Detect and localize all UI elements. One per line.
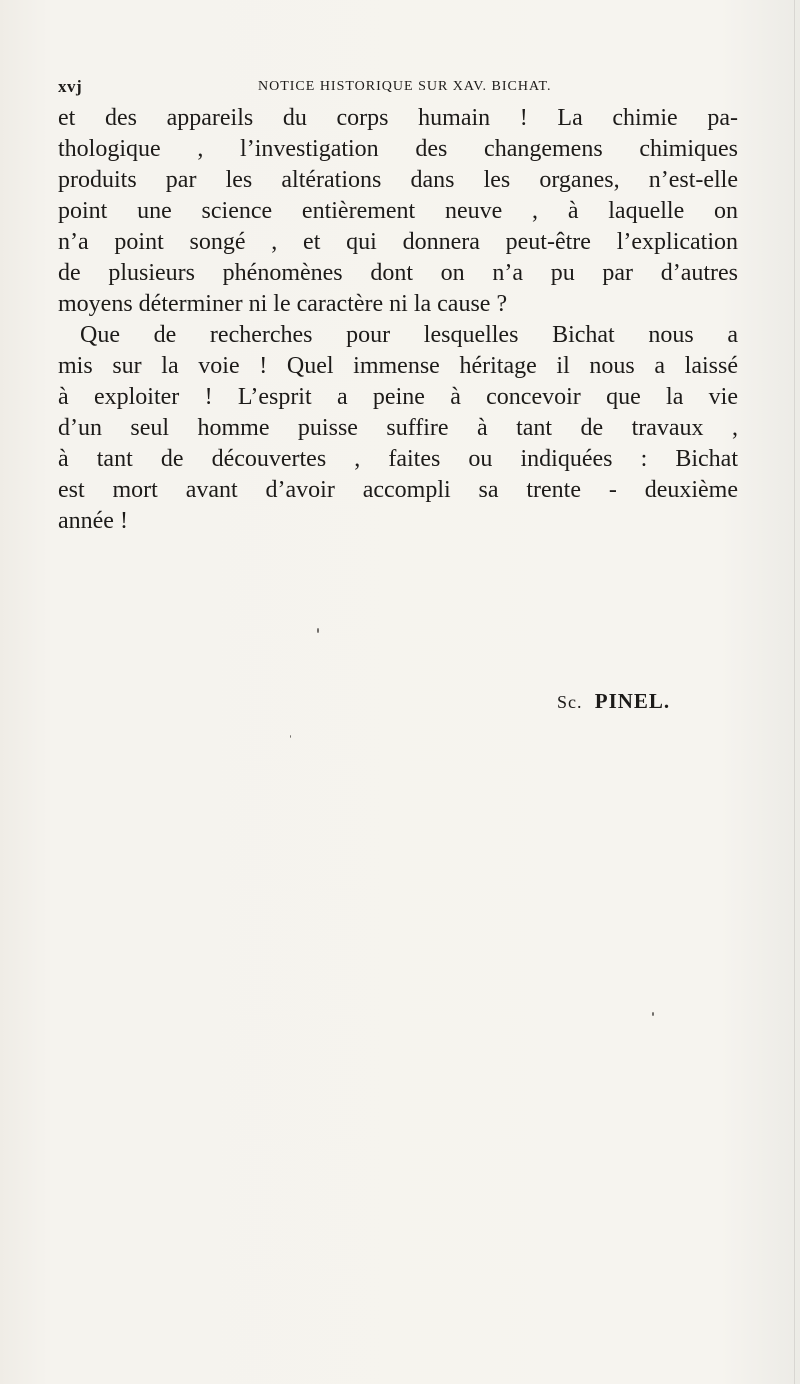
text-line: mis sur la voie ! Quel immense héritage il nous a laissé — [58, 353, 738, 379]
text-line: et des appareils du corps humain ! La chimie pa- — [58, 105, 738, 131]
text-line: n’a point songé , et qui donnera peut-être l’explication — [58, 229, 738, 255]
text-line: produits par les altérations dans les organes, n’est-elle — [58, 167, 738, 193]
text-line: point une science entièrement neuve , à laquelle on — [58, 198, 738, 224]
author-signature — [557, 689, 670, 714]
text-line: de plusieurs phénomènes dont on n’a pu par d’autres — [58, 260, 738, 286]
body-text — [58, 103, 738, 537]
text-line: à tant de découvertes , faites ou indiquées : Bichat — [58, 446, 738, 472]
signature-prefix: Sc. — [557, 692, 583, 712]
paper-speck — [652, 1012, 654, 1016]
page-number: xvj — [58, 77, 83, 96]
text-line: est mort avant d’avoir accompli sa trente - deuxième — [58, 477, 738, 503]
text-line: d’un seul homme puisse suffire à tant de travaux , — [58, 415, 738, 441]
signature-name: PINEL. — [594, 689, 671, 713]
paper-speck — [290, 735, 291, 738]
page-edge — [794, 0, 795, 1384]
text-line: thologique , l’investigation des changemens chimiques — [58, 136, 738, 162]
text-line: moyens déterminer ni le caractère ni la cause ? — [58, 291, 508, 317]
paragraph-1 — [58, 103, 738, 320]
paragraph-2 — [58, 320, 738, 537]
page-header — [58, 77, 738, 101]
running-title: NOTICE HISTORIQUE SUR XAV. BICHAT. — [258, 79, 552, 94]
text-line: à exploiter ! L’esprit a peine à concevoir que la vie — [58, 384, 738, 410]
text-line: année ! — [58, 508, 128, 534]
text-line: Que de recherches pour lesquelles Bichat nous a — [80, 322, 738, 348]
paper-speck — [317, 628, 319, 633]
